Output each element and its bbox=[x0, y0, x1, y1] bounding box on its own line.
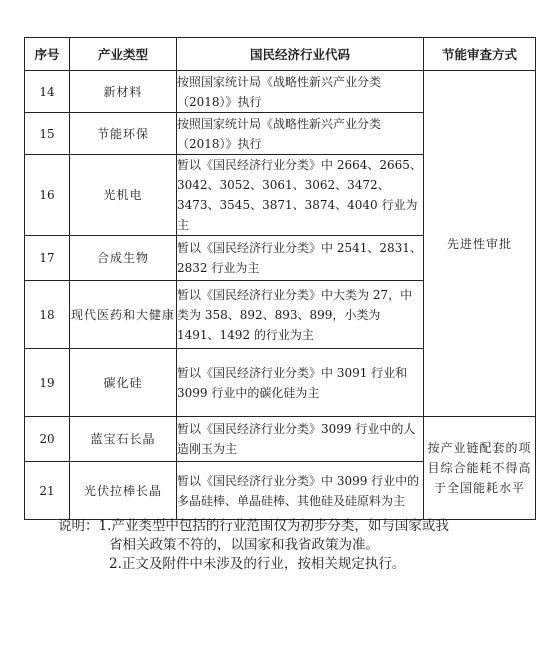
row-type: 合成生物 bbox=[70, 236, 177, 281]
table-row bbox=[25, 417, 536, 462]
row-code: 按照国家统计局《战略性新兴产业分类（2018）》执行 bbox=[177, 71, 424, 113]
table-header-row bbox=[25, 38, 536, 71]
note-item1-a: 1.产业类型中包括的行业范围仅为初步分类，如与国家或我 bbox=[98, 518, 449, 534]
row-no: 18 bbox=[25, 281, 70, 349]
note-item1-b: 省相关政策不符的，以国家和我省政策为准。 bbox=[109, 537, 379, 553]
row-no: 17 bbox=[25, 236, 70, 281]
note-item2: 2.正文及附件中未涉及的行业，按相关规定执行。 bbox=[109, 556, 406, 572]
row-code: 按照国家统计局《战略性新兴产业分类（2018）》执行 bbox=[177, 113, 424, 155]
explanation-note bbox=[58, 517, 528, 574]
row-code: 暂以《国民经济行业分类》3099 行业中的人造刚玉为主 bbox=[177, 417, 424, 462]
method-supply-chain-energy: 按产业链配套的项目综合能耗不得高于全国能耗水平 bbox=[424, 417, 536, 520]
row-type: 碳化硅 bbox=[70, 349, 177, 417]
row-code: 暂以《国民经济行业分类》中 2541、2831、2832 行业为主 bbox=[177, 236, 424, 281]
row-type: 光伏拉棒长晶 bbox=[70, 462, 177, 520]
header-type: 产业类型 bbox=[70, 38, 177, 71]
row-code: 暂以《国民经济行业分类》中 3099 行业中的多晶硅棒、单晶硅棒、其他硅及硅原料为主 bbox=[177, 462, 424, 520]
row-no: 14 bbox=[25, 71, 70, 113]
row-no: 21 bbox=[25, 462, 70, 520]
row-no: 20 bbox=[25, 417, 70, 462]
method-advanced-approval: 先进性审批 bbox=[424, 71, 536, 417]
header-code: 国民经济行业代码 bbox=[177, 38, 424, 71]
note-line-1 bbox=[58, 517, 528, 536]
row-type: 新材料 bbox=[70, 71, 177, 113]
note-prefix: 说明： bbox=[58, 518, 99, 534]
row-no: 15 bbox=[25, 113, 70, 155]
row-type: 现代医药和大健康 bbox=[70, 281, 177, 349]
row-no: 16 bbox=[25, 155, 70, 236]
header-method: 节能审查方式 bbox=[424, 38, 536, 71]
industry-table bbox=[24, 37, 536, 520]
row-no: 19 bbox=[25, 349, 70, 417]
row-code: 暂以《国民经济行业分类》中 2664、2665、3042、3052、3061、3062、3472、3473、3545、3871、3874、4040 行业为主 bbox=[177, 155, 424, 236]
table-row bbox=[25, 71, 536, 113]
row-code: 暂以《国民经济行业分类》中大类为 27，中类为 358、892、893、899，小类为 1491、1492 的行业为主 bbox=[177, 281, 424, 349]
row-type: 光机电 bbox=[70, 155, 177, 236]
header-no: 序号 bbox=[25, 38, 70, 71]
row-type: 节能环保 bbox=[70, 113, 177, 155]
row-type: 蓝宝石长晶 bbox=[70, 417, 177, 462]
row-code: 暂以《国民经济行业分类》中 3091 行业和 3099 行业中的碳化硅为主 bbox=[177, 349, 424, 417]
